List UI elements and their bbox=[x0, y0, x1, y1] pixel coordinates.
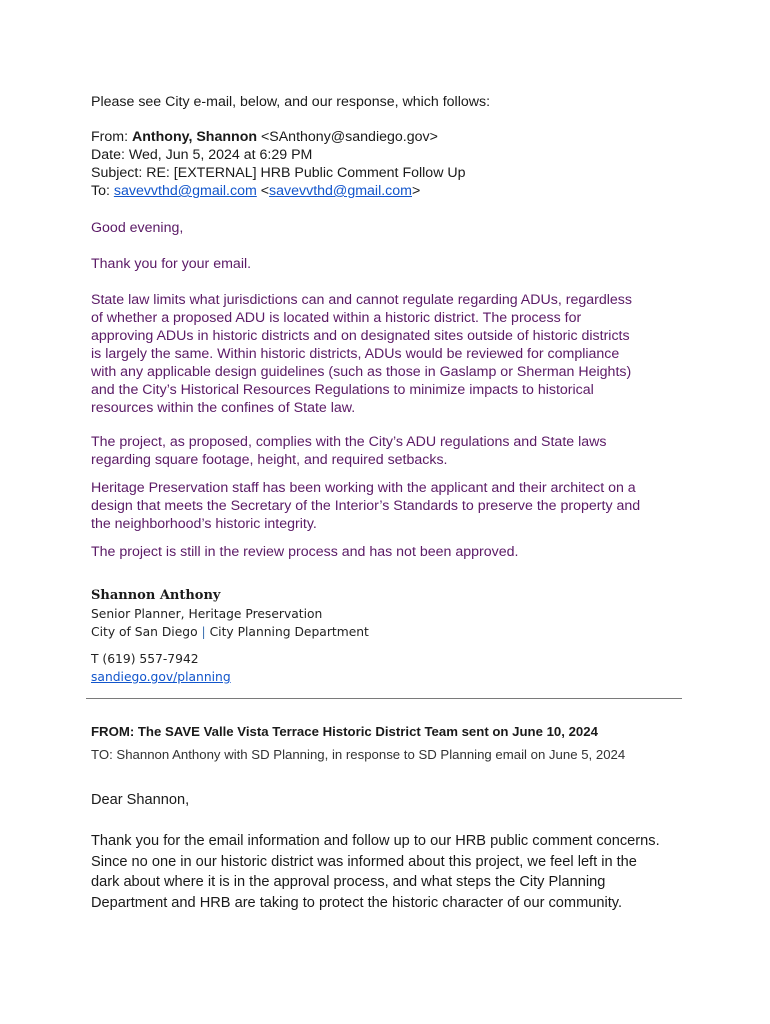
header-subject: Subject: RE: [EXTERNAL] HRB Public Comment Follow Up bbox=[91, 165, 466, 181]
response-line: dark about where it is in the approval process, and what steps the City Planning bbox=[91, 874, 606, 890]
response-line: Department and HRB are taking to protect the historic character of our community. bbox=[91, 894, 623, 911]
para2-line: The project, as proposed, complies with the City’s ADU regulations and State laws bbox=[91, 434, 607, 450]
para3-line: the neighborhood’s historic integrity. bbox=[91, 516, 317, 532]
para1-line: resources within the confines of State law. bbox=[91, 400, 356, 416]
para1-line: approving ADUs in historic districts and on designated sites outside of historic districts bbox=[91, 328, 630, 344]
intro-line bbox=[91, 93, 691, 111]
para1-line: is largely the same. Within historic districts, ADUs would be reviewed for compliance bbox=[91, 346, 620, 362]
para1-line: with any applicable design guidelines (such as those in Gaslamp or Sherman Heights) bbox=[91, 364, 632, 380]
signature-title: Senior Planner, Heritage Preservation bbox=[91, 607, 323, 621]
signature-org: City of San Diego | City Planning Department bbox=[91, 625, 369, 639]
response-to-line: TO: Shannon Anthony with SD Planning, in response to SD Planning email on June 5, 2024 bbox=[91, 747, 626, 762]
email-header bbox=[91, 128, 691, 200]
para3-line: design that meets the Secretary of the Interior’s Standards to preserve the property and bbox=[91, 498, 641, 514]
response-line: Since no one in our historic district was informed about this project, we feel left in the bbox=[91, 853, 637, 870]
thanks bbox=[91, 255, 691, 273]
paragraph-compliance bbox=[91, 433, 691, 469]
para1-line: and the City’s Historical Resources Regulations to minimize impacts to historical bbox=[91, 382, 594, 398]
response-header bbox=[91, 723, 691, 764]
response-from-line: FROM: The SAVE Valle Vista Terrace Historic District Team sent on June 10, 2024 bbox=[91, 724, 598, 739]
planning-website-link[interactable]: sandiego.gov/planning bbox=[91, 670, 231, 684]
signature-phone: T (619) 557-7942 bbox=[91, 652, 199, 666]
sender-name: Anthony, Shannon bbox=[131, 129, 258, 145]
section-divider bbox=[86, 698, 682, 699]
response-paragraph bbox=[91, 831, 691, 913]
paragraph-state-law bbox=[91, 291, 691, 417]
header-date: Date: Wed, Jun 5, 2024 at 6:29 PM bbox=[91, 147, 313, 163]
header-from: From: Anthony, Shannon <SAnthony@sandiego.gov> bbox=[91, 129, 438, 145]
salutation-text: Dear Shannon, bbox=[91, 792, 190, 808]
paragraph-heritage-staff bbox=[91, 479, 691, 533]
thanks-text: Thank you for your email. bbox=[91, 256, 252, 272]
para3-line: Heritage Preservation staff has been working with the applicant and their architect on a bbox=[91, 480, 636, 496]
email-signature bbox=[91, 587, 691, 686]
greeting bbox=[91, 219, 691, 237]
para2-line: regarding square footage, height, and required setbacks. bbox=[91, 452, 448, 468]
para1-line: of whether a proposed ADU is located within a historic district. The process for bbox=[91, 310, 582, 326]
paragraph-review-status bbox=[91, 543, 691, 561]
intro-text: Please see City e-mail, below, and our response, which follows: bbox=[91, 94, 491, 110]
para1-line: State law limits what jurisdictions can and cannot regulate regarding ADUs, regardless bbox=[91, 292, 632, 308]
signature-name: Shannon Anthony bbox=[91, 588, 221, 603]
sender-email: <SAnthony@sandiego.gov> bbox=[257, 129, 438, 145]
greeting-text: Good evening, bbox=[91, 220, 184, 236]
to-email-link[interactable]: savevvthd@gmail.com bbox=[113, 183, 257, 199]
response-line: Thank you for the email information and follow up to our HRB public comment concerns. bbox=[91, 833, 660, 849]
response-salutation bbox=[91, 790, 691, 811]
para4-text: The project is still in the review process and has not been approved. bbox=[91, 544, 519, 560]
to-email-link-2[interactable]: savevvthd@gmail.com bbox=[269, 183, 412, 199]
header-to: To: savevvthd@gmail.com <savevvthd@gmail.com> bbox=[91, 183, 421, 199]
